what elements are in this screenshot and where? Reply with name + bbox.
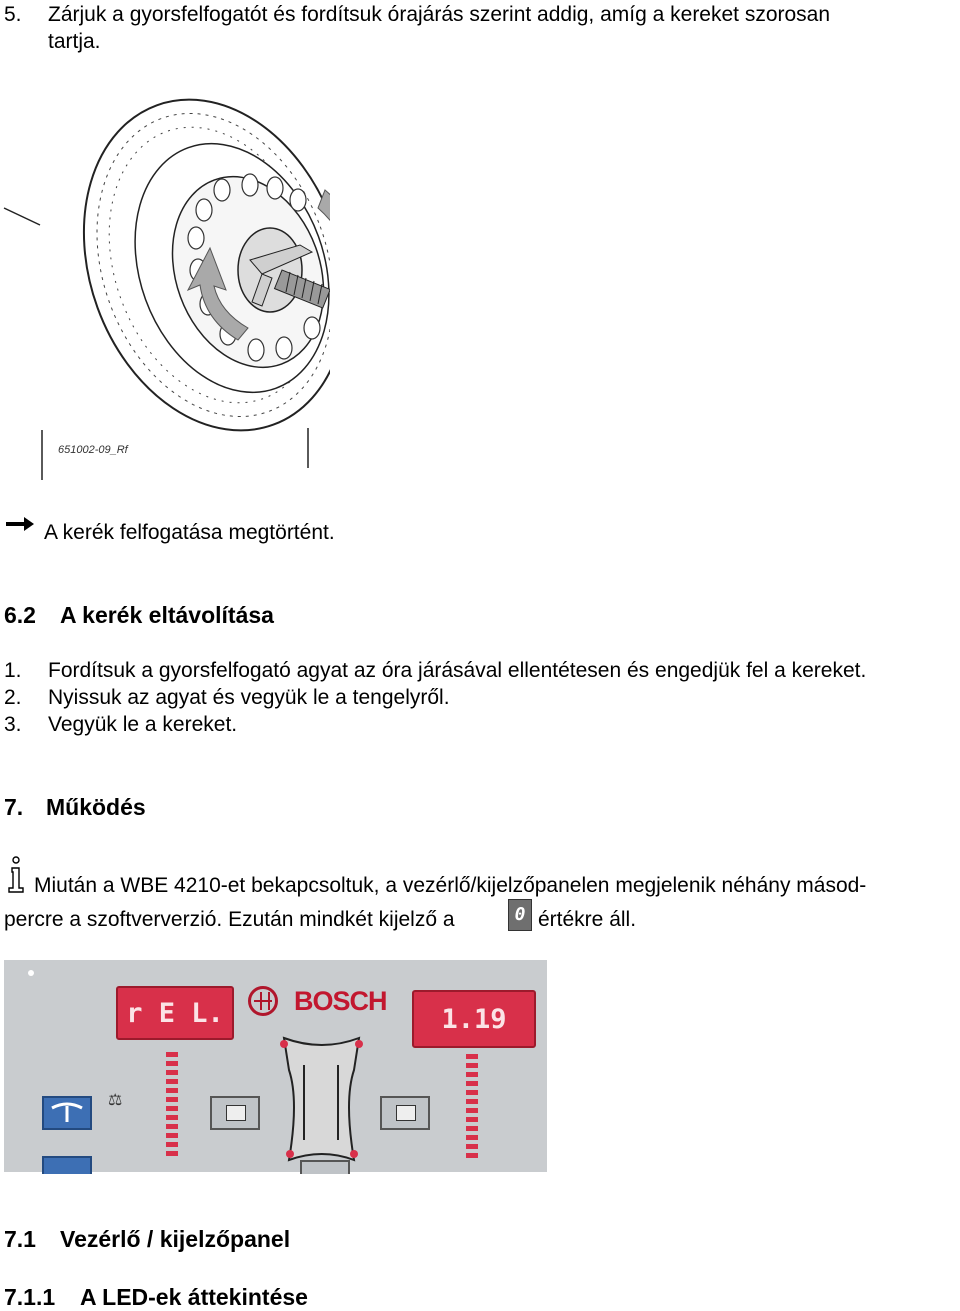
wheel-figure [0,60,330,485]
right-led-column [466,1054,478,1160]
left-shift-button[interactable] [210,1096,260,1130]
control-panel-photo [4,960,547,1172]
left-led-column [166,1052,178,1158]
step-5-number: 5. [4,3,22,26]
info-line2-after: értékre áll. [538,908,637,931]
result-note: A kerék felfogatása megtörtént. [44,521,335,544]
step-3-text: Vegyük le a kereket. [48,713,238,736]
inline-zero-value: 0 [514,904,526,925]
section-7-title: Működés [46,794,146,820]
section-6-2-title: A kerék eltávolítása [60,602,274,628]
right-shift-button[interactable] [380,1096,430,1130]
section-7-1-1-number: 7.1.1 [4,1284,56,1310]
bottom-button[interactable] [300,1160,350,1174]
panel-indicator-dot [28,970,34,976]
section-7-1-number: 7.1 [4,1226,36,1252]
right-display: 1.19 [412,990,536,1048]
info-line1: Miután a WBE 4210-et bekapcsoltuk, a vezérlő/kijelzőpanelen megjelenik néhány másod- [34,874,867,897]
section-6-2-number: 6.2 [4,602,36,628]
wheel-illustration [0,60,330,485]
result-arrow-icon [4,514,36,539]
step-2-number: 2. [4,686,22,709]
bosch-logo-icon [248,986,278,1016]
info-icon [6,856,28,899]
distance-button[interactable] [42,1156,92,1174]
step-5-text-line2: tartja. [48,30,101,53]
step-3-number: 3. [4,713,22,736]
section-7-1-1-title: A LED-ek áttekintése [80,1284,308,1310]
weight-icon: ⚖ [108,1092,123,1109]
section-7-1-title: Vezérlő / kijelzőpanel [60,1226,291,1252]
brand-label: BOSCH [294,986,387,1016]
wheel-figure-caption: 651002-09_Rf [58,444,128,456]
section-7-number: 7. [4,794,24,820]
rim-diagram-icon [274,1030,369,1170]
inline-zero-display [508,899,532,931]
step-1-text: Fordítsuk a gyorsfelfogató agyat az óra járásával ellentétesen és engedjük fel a kereket. [48,659,867,682]
step-2-text: Nyissuk az agyat és vegyük le a tengelyről. [48,686,450,709]
info-line2-before: percre a szoftververzió. Ezután mindkét kijelző a [4,908,455,931]
step-5-text-line1: Zárjuk a gyorsfelfogatót és fordítsuk órajárás szerint addig, amíg a kereket szorosan [48,3,831,26]
step-1-number: 1. [4,659,22,682]
left-display: r E L. [116,986,234,1040]
balance-mode-button[interactable] [42,1096,92,1130]
